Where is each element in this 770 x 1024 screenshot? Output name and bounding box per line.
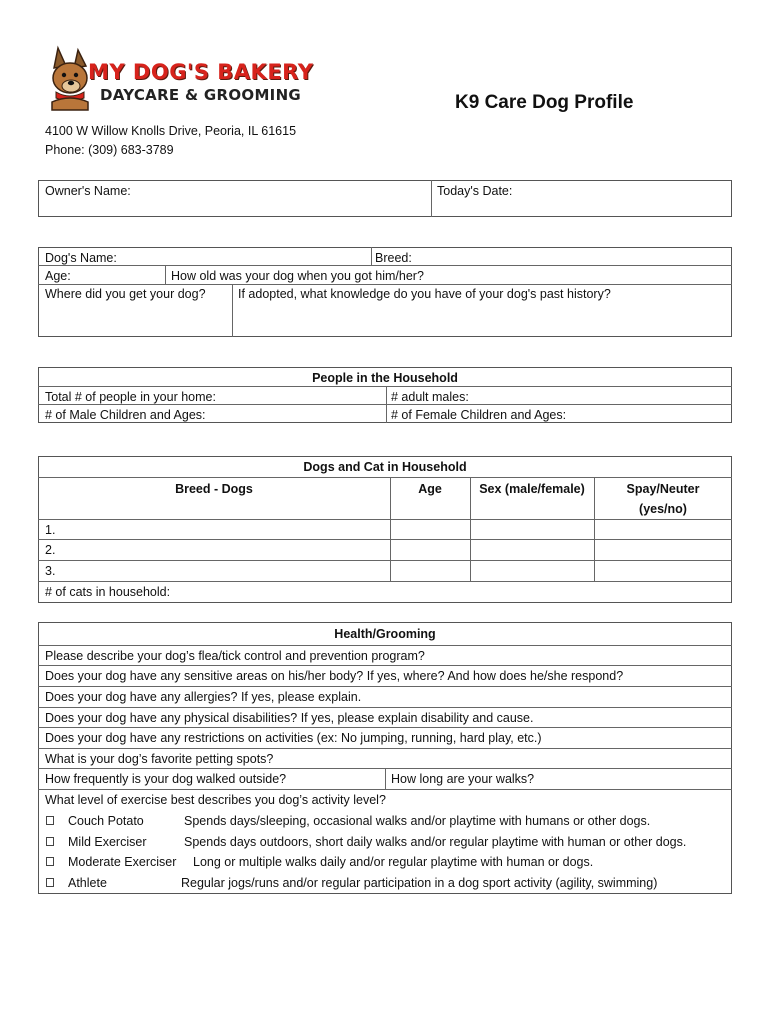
walk-frequency-question: How frequently is your dog walked outside? [45, 772, 287, 786]
phone: Phone: (309) 683-3789 [45, 143, 174, 157]
table-row: 2. [45, 543, 56, 557]
dog-name-label: Dog's Name: [45, 251, 117, 265]
disabilities-question: Does your dog have any physical disabilities? If yes, please explain disability and cause. [45, 711, 534, 725]
couch-potato-label: Couch Potato [68, 814, 144, 828]
pets-title: Dogs and Cat in Household [303, 460, 467, 474]
col-breed-header: Breed - Dogs [175, 482, 253, 496]
mild-exerciser-label: Mild Exerciser [68, 835, 147, 849]
breed-label: Breed: [375, 251, 412, 265]
col-spay-header: Spay/Neuter [626, 482, 700, 496]
address: 4100 W Willow Knolls Drive, Peoria, IL 61615 [45, 124, 297, 138]
brand-tagline: DAYCARE & GROOMING [100, 86, 302, 104]
walk-length-question: How long are your walks? [391, 772, 535, 786]
age-when-acquired-label: How old was your dog when you got him/her? [171, 269, 424, 283]
health-title: Health/Grooming [334, 627, 436, 641]
mild-exerciser-description: Spends days outdoors, short daily walks and/or regular playtime with human or other dogs. [184, 835, 687, 849]
total-people-label: Total # of people in your home: [45, 390, 216, 404]
athlete-description: Regular jogs/runs and/or regular participation in a dog sport activity (agility, swimming) [181, 876, 658, 890]
col-sex-header: Sex (male/female) [479, 482, 585, 496]
athlete-label: Athlete [68, 876, 107, 890]
activity-level-question: What level of exercise best describes you dog’s activity level? [45, 793, 386, 807]
couch-potato-checkbox[interactable] [46, 816, 54, 825]
athlete-checkbox[interactable] [46, 878, 54, 887]
male-children-label: # of Male Children and Ages: [45, 408, 206, 422]
sensitive-areas-question: Does your dog have any sensitive areas on his/her body? If yes, where? And how does he/she respond? [45, 669, 624, 683]
mild-exerciser-checkbox[interactable] [46, 837, 54, 846]
col-spay-subheader: (yes/no) [639, 502, 687, 516]
couch-potato-description: Spends days/sleeping, occasional walks and/or playtime with humans or other dogs. [184, 814, 651, 828]
moderate-exerciser-description: Long or multiple walks daily and/or regular playtime with human or dogs. [193, 855, 594, 869]
allergies-question: Does your dog have any allergies? If yes, please explain. [45, 690, 362, 704]
todays-date-label: Today's Date: [437, 184, 513, 198]
cats-count-label: # of cats in household: [45, 585, 171, 599]
moderate-exerciser-checkbox[interactable] [46, 857, 54, 866]
owner-section [38, 180, 732, 217]
table-row: 3. [45, 564, 56, 578]
owner-name-label: Owner's Name: [45, 184, 131, 198]
flea-tick-question: Please describe your dog’s flea/tick control and prevention program? [45, 649, 425, 663]
petting-spots-question: What is your dog’s favorite petting spots? [45, 752, 274, 766]
form-title: K9 Care Dog Profile [455, 92, 634, 113]
col-age-header: Age [418, 482, 442, 496]
age-label: Age: [45, 269, 71, 283]
restrictions-question: Does your dog have any restrictions on activities (ex: No jumping, running, hard play, etc.) [45, 731, 542, 745]
adult-males-label: # adult males: [391, 390, 469, 404]
where-acquired-label: Where did you get your dog? [45, 287, 206, 301]
female-children-label: # of Female Children and Ages: [391, 408, 567, 422]
adoption-history-label: If adopted, what knowledge do you have of your dog's past history? [238, 287, 611, 301]
table-row: 1. [45, 523, 56, 537]
moderate-exerciser-label: Moderate Exerciser [68, 855, 177, 869]
household-title: People in the Household [312, 371, 458, 385]
brand-name: MY DOG'S BAKERY [88, 60, 314, 84]
